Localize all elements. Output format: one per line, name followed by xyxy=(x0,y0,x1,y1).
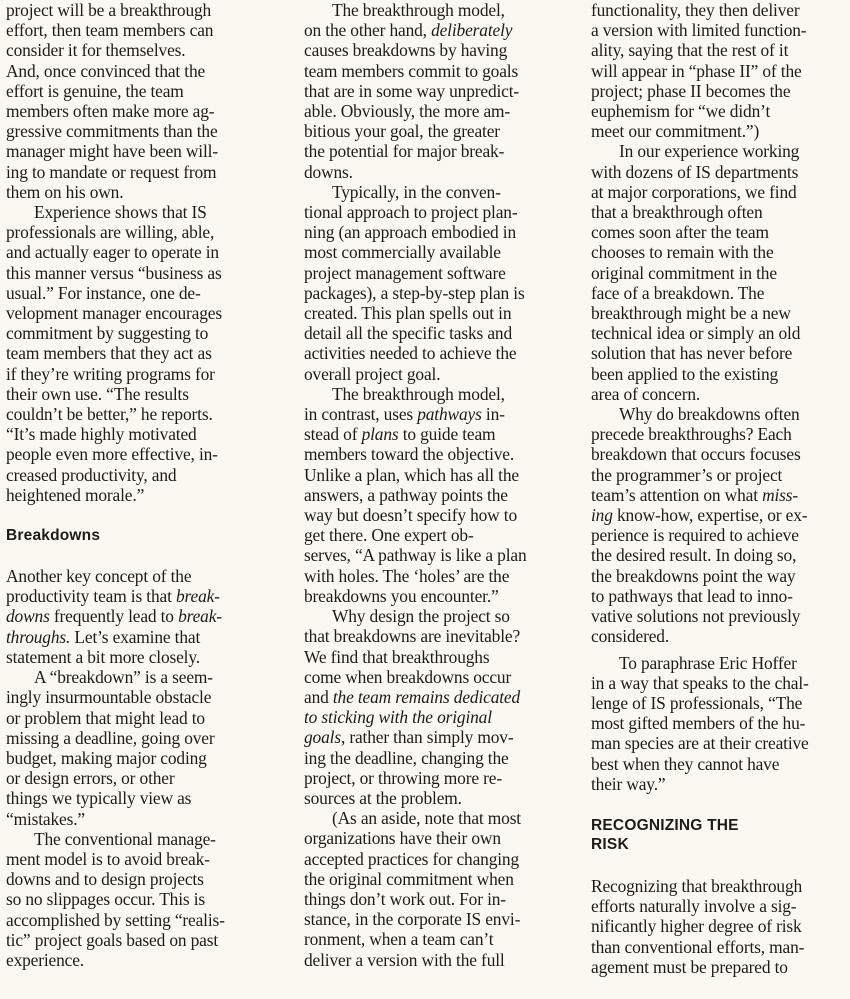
text-line: budget, making major coding xyxy=(6,747,207,768)
text-line: Typically, in the conven- xyxy=(332,181,501,202)
text-line: bitious your goal, the greater xyxy=(304,121,500,142)
text-run: , rather than simply mov- xyxy=(340,727,514,748)
text-line: the desired result. In doing so, xyxy=(591,545,797,566)
text-line: project; phase II becomes the xyxy=(591,80,791,101)
paragraph xyxy=(591,404,850,646)
italic-run: miss- xyxy=(762,484,799,505)
italic-run: deliberately xyxy=(431,20,513,41)
text-line: to pathways that lead to inno- xyxy=(591,585,793,606)
italic-run: break- xyxy=(178,606,222,627)
paragraph xyxy=(6,566,274,667)
text-line: comes soon after the team xyxy=(591,222,769,243)
paragraph xyxy=(6,0,274,202)
text-line: breakdown that occurs focuses xyxy=(591,444,801,465)
paragraph xyxy=(304,808,572,970)
text-line: Unlike a plan, which has all the xyxy=(304,464,519,485)
text-line: this manner versus “business as xyxy=(6,262,222,283)
italic-run: ing xyxy=(591,505,613,526)
text-line: sources at the problem. xyxy=(304,787,462,808)
text-line: most gifted members of the hu- xyxy=(591,713,806,734)
text-line: will appear in “phase II” of the xyxy=(591,60,802,81)
text-line: and actually eager to operate in xyxy=(6,242,219,263)
italic-run: the team remains dedicated xyxy=(332,686,521,707)
text-line: heightened morale.” xyxy=(6,484,145,505)
text-line: members toward the objective. xyxy=(304,444,515,465)
text-line: best when they cannot have xyxy=(591,753,780,774)
text-line: original commitment in the xyxy=(591,262,777,283)
text-line: We find that breakthroughs xyxy=(304,646,490,667)
text-line: manager might have been will- xyxy=(6,141,218,162)
text-line: efforts naturally involve a sig- xyxy=(591,896,797,917)
paragraph xyxy=(6,202,274,505)
text-line xyxy=(6,606,274,626)
italic-run: to sticking with the original xyxy=(304,707,492,728)
text-line: couldn’t be better,” he reports. xyxy=(6,404,213,425)
text-line: project, or throwing more re- xyxy=(304,767,502,788)
text-line: ronment, when a team can’t xyxy=(304,929,494,950)
text-line: come when breakdowns occur xyxy=(304,666,512,687)
text-run: Let’s examine that xyxy=(70,626,201,647)
text-line: meet our commitment.”) xyxy=(591,121,760,142)
text-run: in- xyxy=(481,404,505,425)
text-line: face of a breakdown. The xyxy=(591,282,765,303)
text-line: perience is required to achieve xyxy=(591,525,799,546)
text-line: The breakthrough model, xyxy=(332,383,505,404)
text-line: breakdowns you encounter.” xyxy=(304,585,499,606)
italic-run: break- xyxy=(175,586,220,607)
text-line: people even more effective, in- xyxy=(6,444,218,465)
text-line: The breakthrough model, xyxy=(332,0,505,20)
text-line: way but doesn’t specify how to xyxy=(304,505,518,526)
text-line: that are in some way unpredict- xyxy=(304,80,520,101)
paragraph xyxy=(591,141,850,404)
text-line: In our experience working xyxy=(619,141,800,162)
text-line: things we typically view as xyxy=(6,788,192,809)
text-line: stance, in the corporate IS envi- xyxy=(304,909,521,930)
text-line: so no slippages occur. This is xyxy=(6,889,206,910)
text-line: accomplished by setting “realis- xyxy=(6,909,225,930)
text-run: and xyxy=(304,686,333,707)
text-line: agement must be prepared to xyxy=(591,956,788,977)
section-heading-breakdowns: Breakdowns xyxy=(6,527,101,545)
text-line: A “breakdown” is a seem- xyxy=(34,667,213,688)
text-line: downs. xyxy=(304,161,353,182)
text-line: accepted practices for changing xyxy=(304,848,520,869)
paragraph xyxy=(304,384,572,606)
text-line: packages), a step-by-step plan is xyxy=(304,282,525,303)
text-line: ingly insurmountable obstacle xyxy=(6,687,212,708)
text-line: area of concern. xyxy=(591,383,701,404)
text-line: Why design the project so xyxy=(332,606,510,627)
paragraph xyxy=(304,0,572,182)
text-line: man species are at their creative xyxy=(591,733,809,754)
text-line: created. This plan spells out in xyxy=(304,303,512,324)
text-line: with dozens of IS departments xyxy=(591,161,799,182)
text-line: get there. One expert ob- xyxy=(304,525,474,546)
text-line: overall project goal. xyxy=(304,363,441,384)
paragraph xyxy=(6,667,274,829)
text-line: most commercially available xyxy=(304,242,501,263)
text-line: the original commitment when xyxy=(304,868,514,889)
italic-run: throughs. xyxy=(6,626,71,647)
text-line: team members that they act as xyxy=(6,343,212,364)
text-line: them on his own. xyxy=(6,181,124,202)
text-line: To paraphrase Eric Hoffer xyxy=(619,652,797,673)
text-line: been applied to the existing xyxy=(591,363,779,384)
text-line: Experience shows that IS xyxy=(34,202,207,223)
text-line: breakthrough might be a new xyxy=(591,303,791,324)
italic-run: goals xyxy=(304,727,341,748)
text-line: project management software xyxy=(304,262,506,283)
text-run: know-how, expertise, or ex- xyxy=(612,505,808,526)
text-line: with holes. The ‘holes’ are the xyxy=(304,565,510,586)
text-line: answers, a pathway points the xyxy=(304,484,508,505)
text-run: frequently lead to xyxy=(49,606,179,627)
text-line: “It’s made highly motivated xyxy=(6,424,197,445)
text-line: members often make more ag- xyxy=(6,101,215,122)
text-line: tional approach to project plan- xyxy=(304,202,518,223)
text-column-1 xyxy=(6,0,274,970)
text-line: effort, then team members can xyxy=(6,20,214,41)
text-line: Why do breakdowns often xyxy=(619,404,800,425)
text-line xyxy=(6,586,274,606)
italic-run: pathways xyxy=(417,404,482,425)
paragraph xyxy=(591,876,850,977)
text-line xyxy=(591,485,850,505)
text-line: considered. xyxy=(591,626,670,647)
text-line: team members commit to goals xyxy=(304,60,519,81)
text-line: in a way that speaks to the chal- xyxy=(591,672,809,693)
text-line: causes breakdowns by having xyxy=(304,40,508,61)
text-line: their way.” xyxy=(591,773,666,794)
paragraph xyxy=(6,829,274,970)
text-line: downs and to design projects xyxy=(6,869,204,890)
text-line: usual.” For instance, one de- xyxy=(6,282,201,303)
text-line: ality, saying that the rest of it xyxy=(591,40,789,61)
text-line: velopment manager encourages xyxy=(6,303,222,324)
text-line: effort is genuine, the team xyxy=(6,80,184,101)
text-line xyxy=(304,20,572,40)
text-line: Another key concept of the xyxy=(6,566,192,587)
text-line xyxy=(304,687,572,707)
text-line: at major corporations, we find xyxy=(591,181,797,202)
text-run: in contrast, uses xyxy=(304,404,418,425)
text-line: their own use. “The results xyxy=(6,383,189,404)
text-line: detail all the specific tasks and xyxy=(304,323,513,344)
text-line: ing the deadline, changing the xyxy=(304,747,509,768)
paragraph xyxy=(304,606,572,808)
text-line: precede breakthroughs? Each xyxy=(591,424,792,445)
text-line: ning (an approach embodied in xyxy=(304,222,516,243)
text-line: solution that has never before xyxy=(591,343,793,364)
text-line xyxy=(304,404,572,424)
section-heading-recognizing-the-risk xyxy=(591,816,850,854)
text-line: ment model is to avoid break- xyxy=(6,848,210,869)
text-line: or problem that might lead to xyxy=(6,707,205,728)
heading-line: RECOGNIZING THE xyxy=(591,816,739,834)
text-line: that breakdowns are inevitable? xyxy=(304,626,521,647)
text-line: the programmer’s or project xyxy=(591,464,783,485)
text-line: serves, “A pathway is like a plan xyxy=(304,545,527,566)
text-line: And, once convinced that the xyxy=(6,60,206,81)
text-line: activities needed to achieve the xyxy=(304,343,517,364)
text-line: statement a bit more closely. xyxy=(6,646,200,667)
text-line: professionals are willing, able, xyxy=(6,222,215,243)
text-line: euphemism for “we didn’t xyxy=(591,101,771,122)
text-run: team’s attention on what xyxy=(591,484,763,505)
text-line: ing to mandate or request from xyxy=(6,161,217,182)
text-run: productivity team is that xyxy=(6,586,176,607)
text-line: creased productivity, and xyxy=(6,464,177,485)
text-run: stead of xyxy=(304,424,362,445)
text-line: able. Obviously, the more am- xyxy=(304,101,511,122)
text-line: the potential for major break- xyxy=(304,141,505,162)
text-line: the breakdowns point the way xyxy=(591,565,796,586)
text-line: than conventional efforts, man- xyxy=(591,936,805,957)
text-column-3 xyxy=(591,0,850,977)
text-line: deliver a version with the full xyxy=(304,949,505,970)
text-line: functionality, they then deliver xyxy=(591,0,800,20)
paragraph xyxy=(304,182,572,384)
text-line: (As an aside, note that most xyxy=(332,808,521,829)
text-line: Recognizing that breakthrough xyxy=(591,875,803,896)
text-run: on the other hand, xyxy=(304,20,432,41)
text-line: gressive commitments than the xyxy=(6,121,218,142)
text-line xyxy=(304,424,572,444)
paragraph xyxy=(591,0,850,141)
text-line: nificantly higher degree of risk xyxy=(591,916,802,937)
text-line xyxy=(591,505,850,525)
text-line: chooses to remain with the xyxy=(591,242,774,263)
text-line: vative solutions not previously xyxy=(591,606,801,627)
italic-run: downs xyxy=(6,606,50,627)
text-line: things don’t work out. For in- xyxy=(304,888,506,909)
text-line: The conventional manage- xyxy=(34,828,216,849)
text-line: project will be a breakthrough xyxy=(6,0,212,20)
text-line: lenge of IS professionals, “The xyxy=(591,692,803,713)
text-line: technical idea or simply an old xyxy=(591,323,801,344)
heading-line: RISK xyxy=(591,835,629,853)
italic-run: plans xyxy=(361,424,399,445)
text-line: organizations have their own xyxy=(304,828,501,849)
text-line: “mistakes.” xyxy=(6,808,85,829)
text-line: commitment by suggesting to xyxy=(6,323,209,344)
paragraph xyxy=(591,653,850,794)
text-line: a version with limited function- xyxy=(591,20,807,41)
text-line: missing a deadline, going over xyxy=(6,727,215,748)
text-line xyxy=(304,707,572,727)
text-line: or design errors, or other xyxy=(6,768,175,789)
text-line xyxy=(304,727,572,747)
text-column-2 xyxy=(304,0,572,970)
text-run: to guide team xyxy=(398,424,496,445)
text-line xyxy=(6,627,274,647)
text-line: tic” project goals based on past xyxy=(6,929,219,950)
text-line: that a breakthrough often xyxy=(591,202,763,223)
text-line: if they’re writing programs for xyxy=(6,363,215,384)
text-line: consider it for themselves. xyxy=(6,40,186,61)
text-line: experience. xyxy=(6,949,85,970)
